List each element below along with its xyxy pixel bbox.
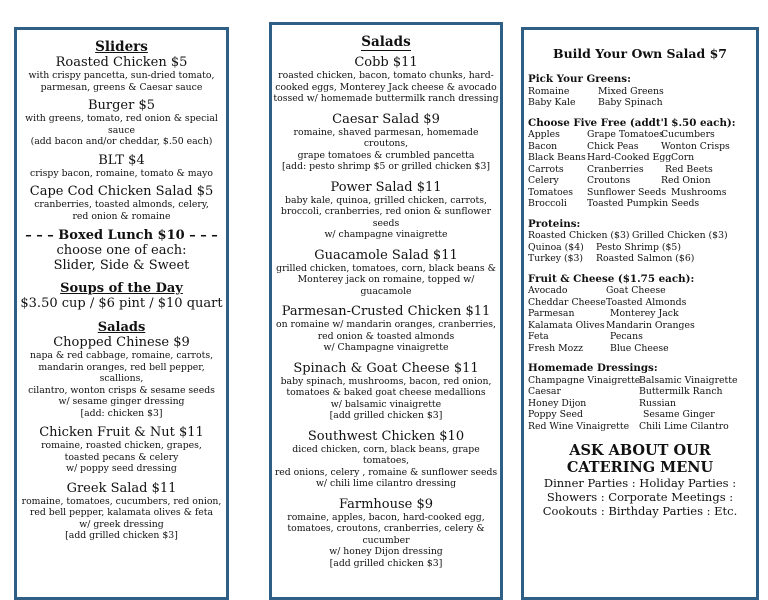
item-desc: Monterey jack on romaine, topped w/ guacamole (297, 274, 475, 297)
item-desc: cranberries, toasted almonds, celery, (34, 199, 209, 210)
item-desc: crispy bacon, romaine, tomato & mayo (30, 167, 213, 179)
option: Grape Tomatoes (587, 129, 664, 140)
item-name: Guacamole Salad $11 (314, 247, 458, 263)
proteins-section (524, 218, 756, 265)
item-desc: tomatoes & baked goat cheese medallions (286, 387, 486, 398)
item-desc: red bell pepper, kalamata olives & feta (29, 507, 214, 518)
option: Roasted Chicken ($3) (528, 230, 630, 241)
list-item (524, 187, 756, 199)
item-desc: toasted pecans & celery (64, 451, 179, 463)
item-desc: baby kale, quinoa, grilled chicken, carrots, (285, 194, 487, 206)
greens-section (524, 73, 756, 109)
item-name: Cape Cod Chicken Salad $5 (29, 184, 214, 199)
boxed-lunch-title: – – – Boxed Lunch $10 – – – (25, 228, 218, 243)
option: Champagne Vinaigrette (528, 374, 641, 386)
item-name: Parmesan-Crusted Chicken $11 (281, 304, 491, 319)
menu-item-greek (17, 481, 226, 542)
sliders-header: Sliders (95, 39, 148, 55)
option: Grilled Chicken ($3) (632, 230, 728, 241)
option: Sunflower Seeds (587, 186, 667, 198)
build-your-own-title: Build Your Own Salad $7 (553, 46, 727, 61)
option: Carrots (528, 163, 564, 175)
menu-panel-sliders (14, 27, 229, 600)
option: Cheddar Cheese (528, 296, 606, 308)
option: Baby Kale (528, 97, 576, 108)
item-desc: cooked eggs, Monterey Jack cheese & avocado (275, 81, 497, 93)
item-desc: tossed w/ homemade buttermilk ranch dressing (273, 93, 499, 104)
list-item (524, 242, 756, 254)
item-desc: w/ chili lime cilantro dressing (315, 478, 457, 489)
option: Goat Cheese (606, 285, 666, 296)
option: Quinoa ($4) (528, 241, 584, 253)
salads-header: Salads (361, 34, 411, 50)
item-desc: [add grilled chicken $3] (329, 410, 443, 421)
menu-item-cape-cod (17, 184, 226, 222)
item-desc: grape tomatoes & crumbled pancetta (297, 149, 475, 161)
item-desc: romaine, apples, bacon, hard-cooked egg, (287, 511, 485, 523)
menu-item-chopped-chinese (17, 335, 226, 419)
list-item (524, 86, 756, 98)
list-item (524, 409, 756, 421)
item-name: Power Salad $11 (330, 179, 442, 195)
item-desc: [add: chicken $3] (80, 407, 163, 419)
item-desc: (add bacon and/or cheddar, $.50 each) (30, 136, 213, 147)
item-desc: [add grilled chicken $3] (329, 557, 443, 569)
list-item (524, 375, 756, 387)
menu-item-caesar (272, 112, 500, 173)
item-desc: broccoli, cranberries, red onion & sunflower seeds (280, 206, 492, 229)
item-desc: [add: pesto shrimp $5 or grilled chicken $3] (282, 161, 490, 172)
option: Balsamic Vinaigrette (639, 374, 738, 386)
option: Red Wine Vinaigrette (528, 420, 630, 432)
menu-item-roasted-chicken (17, 55, 226, 93)
menu-item-blt (17, 153, 226, 180)
option: Black Beans (528, 152, 586, 163)
five-free-section (524, 117, 756, 210)
list-item (524, 386, 756, 398)
option: Bacon (528, 140, 558, 152)
catering-title: ASK ABOUT OUR (569, 442, 711, 459)
option: Poppy Seed (528, 409, 583, 420)
dressings-header: Homemade Dressings: (528, 362, 658, 374)
menu-item-chicken-fruit-nut (17, 425, 226, 475)
item-name: Greek Salad $11 (66, 480, 177, 496)
option: Avocado (528, 285, 568, 296)
option: Parmesan (528, 308, 575, 319)
option: Red Beets (665, 163, 713, 175)
option: Turkey ($3) (528, 253, 584, 264)
dressings-section (524, 362, 756, 432)
menu-item-parmesan-chicken (272, 304, 500, 354)
option: Mixed Greens (598, 85, 664, 97)
option: Red Onion (661, 175, 711, 186)
item-desc: romaine, tomatoes, cucumbers, red onion, (21, 495, 222, 507)
menu-item-power (272, 180, 500, 241)
list-item (524, 141, 756, 153)
item-desc: on romaine w/ mandarin oranges, cranberries, (275, 319, 497, 330)
list-item (524, 97, 756, 109)
salads-header: Salads (97, 320, 146, 335)
option: Blue Cheese (610, 342, 669, 354)
catering-line: Dinner Parties : Holiday Parties : (543, 476, 737, 490)
item-desc: roasted chicken, bacon, tomato chunks, hard- (278, 70, 494, 81)
list-item (524, 164, 756, 176)
list-item (524, 285, 756, 297)
list-item (524, 421, 756, 433)
option: Pesto Shrimp ($5) (596, 241, 681, 253)
item-desc: grilled chicken, tomatoes, corn, black beans & (276, 262, 496, 274)
item-desc: w/ Champagne vinaigrette (323, 342, 449, 353)
item-name: Southwest Chicken $10 (307, 428, 465, 444)
menu-item-burger (17, 98, 226, 148)
item-name: Cobb $11 (354, 55, 418, 70)
item-name: Spinach & Goat Cheese $11 (293, 360, 479, 376)
item-name: Caesar Salad $9 (332, 111, 440, 127)
option: Buttermilk Ranch (639, 386, 723, 397)
catering-title: CATERING MENU (566, 459, 714, 476)
list-item (524, 398, 756, 410)
list-item (524, 152, 756, 164)
option: Mushrooms (671, 186, 727, 198)
option: Tomatoes (528, 186, 574, 198)
fruit-cheese-header: Fruit & Cheese ($1.75 each): (528, 272, 695, 285)
option: Mandarin Oranges (606, 319, 695, 331)
boxed-lunch-line: Slider, Side & Sweet (53, 258, 190, 273)
item-desc: w/ balsamic vinaigrette (330, 398, 442, 410)
menu-panel-build-your-own (521, 27, 759, 600)
list-item (524, 230, 756, 242)
option: Apples (528, 129, 560, 140)
item-desc: w/ sesame ginger dressing (58, 396, 185, 407)
item-desc: napa & red cabbage, romaine, carrots, (29, 350, 214, 361)
list-item (524, 198, 756, 210)
catering-line: Cookouts : Birthday Parties : Etc. (542, 504, 738, 518)
option: Celery (528, 175, 559, 186)
soups-prices: $3.50 cup / $6 pint / $10 quart (20, 296, 223, 311)
item-desc: red onion & romaine (72, 210, 171, 222)
item-desc: w/ honey Dijon dressing (329, 546, 443, 557)
option: Chili Lime Cilantro (639, 420, 729, 432)
item-name: Burger $5 (87, 98, 156, 113)
option: Sesame Ginger (643, 409, 715, 420)
option: Honey Dijon (528, 397, 587, 409)
item-name: BLT $4 (98, 152, 145, 168)
option: Kalamata Olives (528, 319, 605, 331)
option: Corn (671, 152, 695, 163)
item-desc: baby spinach, mushrooms, bacon, red onion, (280, 375, 492, 387)
item-desc: with greens, tomato, red onion & special sauce (25, 113, 218, 136)
item-desc: mandarin oranges, red bell pepper, scallions, (38, 361, 205, 384)
soups-header: Soups of the Day (60, 281, 183, 296)
item-desc: w/ champagne vinaigrette (324, 229, 448, 240)
soups-section (17, 281, 226, 311)
list-item (524, 308, 756, 320)
option: Monterey Jack (610, 308, 679, 319)
item-desc: romaine, roasted chicken, grapes, (41, 440, 202, 451)
menu-item-guacamole (272, 248, 500, 298)
list-item (524, 343, 756, 355)
option: Chick Peas (587, 140, 639, 152)
menu-item-spinach-goat-cheese (272, 361, 500, 422)
item-desc: with crispy pancetta, sun-dried tomato, (28, 70, 215, 81)
item-desc: cilantro, wonton crisps & sesame seeds (28, 384, 215, 396)
boxed-lunch-line: choose one of each: (56, 243, 187, 258)
list-item (524, 320, 756, 332)
item-desc: red onion & toasted almonds (317, 330, 455, 342)
option: Feta (528, 331, 549, 342)
greens-header: Pick Your Greens: (528, 73, 631, 85)
menu-item-farmhouse (272, 497, 500, 570)
catering-line: Showers : Corporate Meetings : (546, 490, 734, 504)
option: Caesar (528, 386, 561, 397)
item-desc: [add grilled chicken $3] (65, 530, 178, 541)
menu-item-cobb (272, 55, 500, 105)
option: Croutons (587, 175, 631, 186)
item-name: Chicken Fruit & Nut $11 (39, 425, 204, 440)
proteins-header: Proteins: (528, 217, 581, 230)
option: Cranberries (587, 163, 644, 175)
catering-section (524, 442, 756, 518)
item-desc: parmesan, greens & Caesar sauce (40, 81, 203, 93)
item-desc: diced chicken, corn, black beans, grape tomatoes, (292, 443, 480, 466)
item-name: Roasted Chicken $5 (55, 55, 188, 70)
boxed-lunch (17, 228, 226, 273)
five-free-header: Choose Five Free (addt'l $.50 each): (528, 116, 736, 129)
option: Russian (639, 397, 677, 409)
option: Fresh Mozz (528, 342, 584, 354)
list-item (524, 297, 756, 309)
menu-panel-salads (269, 22, 503, 600)
fruit-cheese-section (524, 273, 756, 355)
list-item (524, 175, 756, 187)
menu-item-southwest (272, 429, 500, 490)
item-desc: red onions, celery , romaine & sunflower seeds (274, 466, 498, 478)
option: Pecans (610, 331, 643, 342)
option: Romaine (528, 85, 570, 97)
item-desc: w/ poppy seed dressing (66, 463, 177, 474)
option: Hard-Cooked Egg (587, 152, 672, 163)
item-desc: w/ greek dressing (79, 518, 164, 530)
option: Broccoli (528, 198, 567, 209)
item-desc: tomatoes, croutons, cranberries, celery & cucumber (287, 523, 485, 546)
option: Roasted Salmon ($6) (596, 253, 695, 264)
option: Toasted Pumpkin Seeds (587, 198, 700, 209)
list-item (524, 253, 756, 265)
item-name: Farmhouse $9 (338, 496, 434, 512)
option: Toasted Almonds (606, 296, 687, 308)
item-name: Chopped Chinese $9 (53, 335, 190, 350)
list-item (524, 331, 756, 343)
option: Cucumbers (661, 129, 715, 140)
option: Baby Spinach (598, 97, 663, 108)
option: Wonton Crisps (661, 140, 730, 152)
item-desc: romaine, shaved parmesan, homemade croutons, (293, 126, 479, 149)
list-item (524, 129, 756, 141)
